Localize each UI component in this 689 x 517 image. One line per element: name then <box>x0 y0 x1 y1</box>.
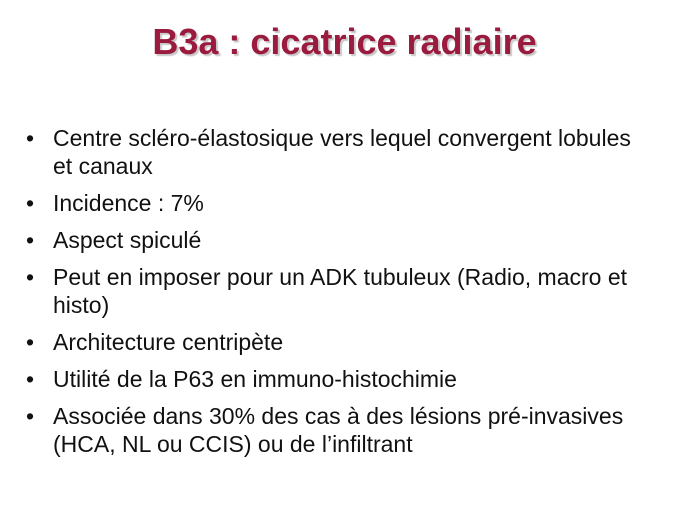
bullet-item: • Associée dans 30% des cas à des lésions pré-invasives (HCA, NL ou CCIS) ou de l’infiltrant <box>26 402 656 458</box>
slide-title: B3a : cicatrice radiaire <box>152 21 537 62</box>
bullet-list <box>26 124 656 467</box>
bullet-item: • Aspect spiculé <box>26 226 656 254</box>
bullet-item: • Utilité de la P63 en immuno-histochimie <box>26 365 656 393</box>
bullet-item: • Peut en imposer pour un ADK tubuleux (Radio, macro et histo) <box>26 263 656 319</box>
bullet-item: • Incidence : 7% <box>26 189 656 217</box>
bullet-item: • Architecture centripète <box>26 328 656 356</box>
bullet-item: • Centre scléro-élastosique vers lequel convergent lobules et canaux <box>26 124 656 180</box>
